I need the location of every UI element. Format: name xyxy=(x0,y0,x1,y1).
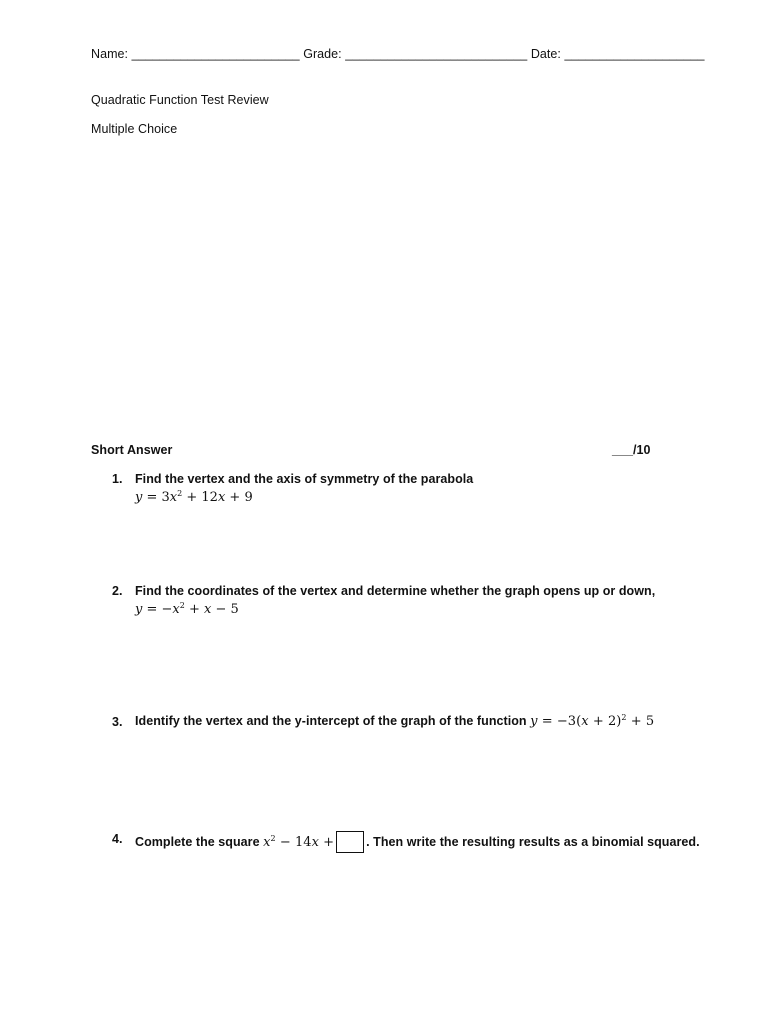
question-line xyxy=(135,831,700,853)
question-text: Find the coordinates of the vertex and determine whether the graph opens up or down, xyxy=(135,584,656,598)
date-label: Date: xyxy=(530,47,561,61)
question-number: 3. xyxy=(112,715,123,729)
question-number: 2. xyxy=(112,584,123,598)
score-field[interactable]: ___/10 xyxy=(612,443,651,457)
question-text-after: . Then write the resulting results as a binomial squared. xyxy=(366,835,700,849)
short-answer-heading: Short Answer xyxy=(91,443,173,457)
grade-blank[interactable]: __________________________ xyxy=(345,47,528,61)
question-equation: $y = 3x^2 + 12x + 9$ xyxy=(135,489,253,505)
date-blank[interactable]: ____________________ xyxy=(564,47,705,61)
question-equation: $y = -x^2 + x - 5$ xyxy=(135,601,239,617)
question-number: 1. xyxy=(112,472,123,486)
name-blank[interactable]: ________________________ xyxy=(131,47,300,61)
grade-label: Grade: xyxy=(303,47,342,61)
answer-box[interactable] xyxy=(336,831,364,853)
question-line xyxy=(135,714,654,729)
page-title: Quadratic Function Test Review xyxy=(91,93,269,107)
question-text: Find the vertex and the axis of symmetry of the parabola xyxy=(135,472,474,486)
question-equation: $x^2 - 14x$ + xyxy=(263,834,335,850)
name-label: Name: xyxy=(91,47,129,61)
multiple-choice-heading: Multiple Choice xyxy=(91,122,178,136)
header-line xyxy=(91,47,705,61)
question-text: Identify the vertex and the y-intercept of the graph of the function xyxy=(135,714,527,728)
question-equation: $y = -3(x + 2)^2 + 5$ xyxy=(530,713,655,729)
question-text: Complete the square xyxy=(135,835,260,849)
question-number: 4. xyxy=(112,832,123,846)
